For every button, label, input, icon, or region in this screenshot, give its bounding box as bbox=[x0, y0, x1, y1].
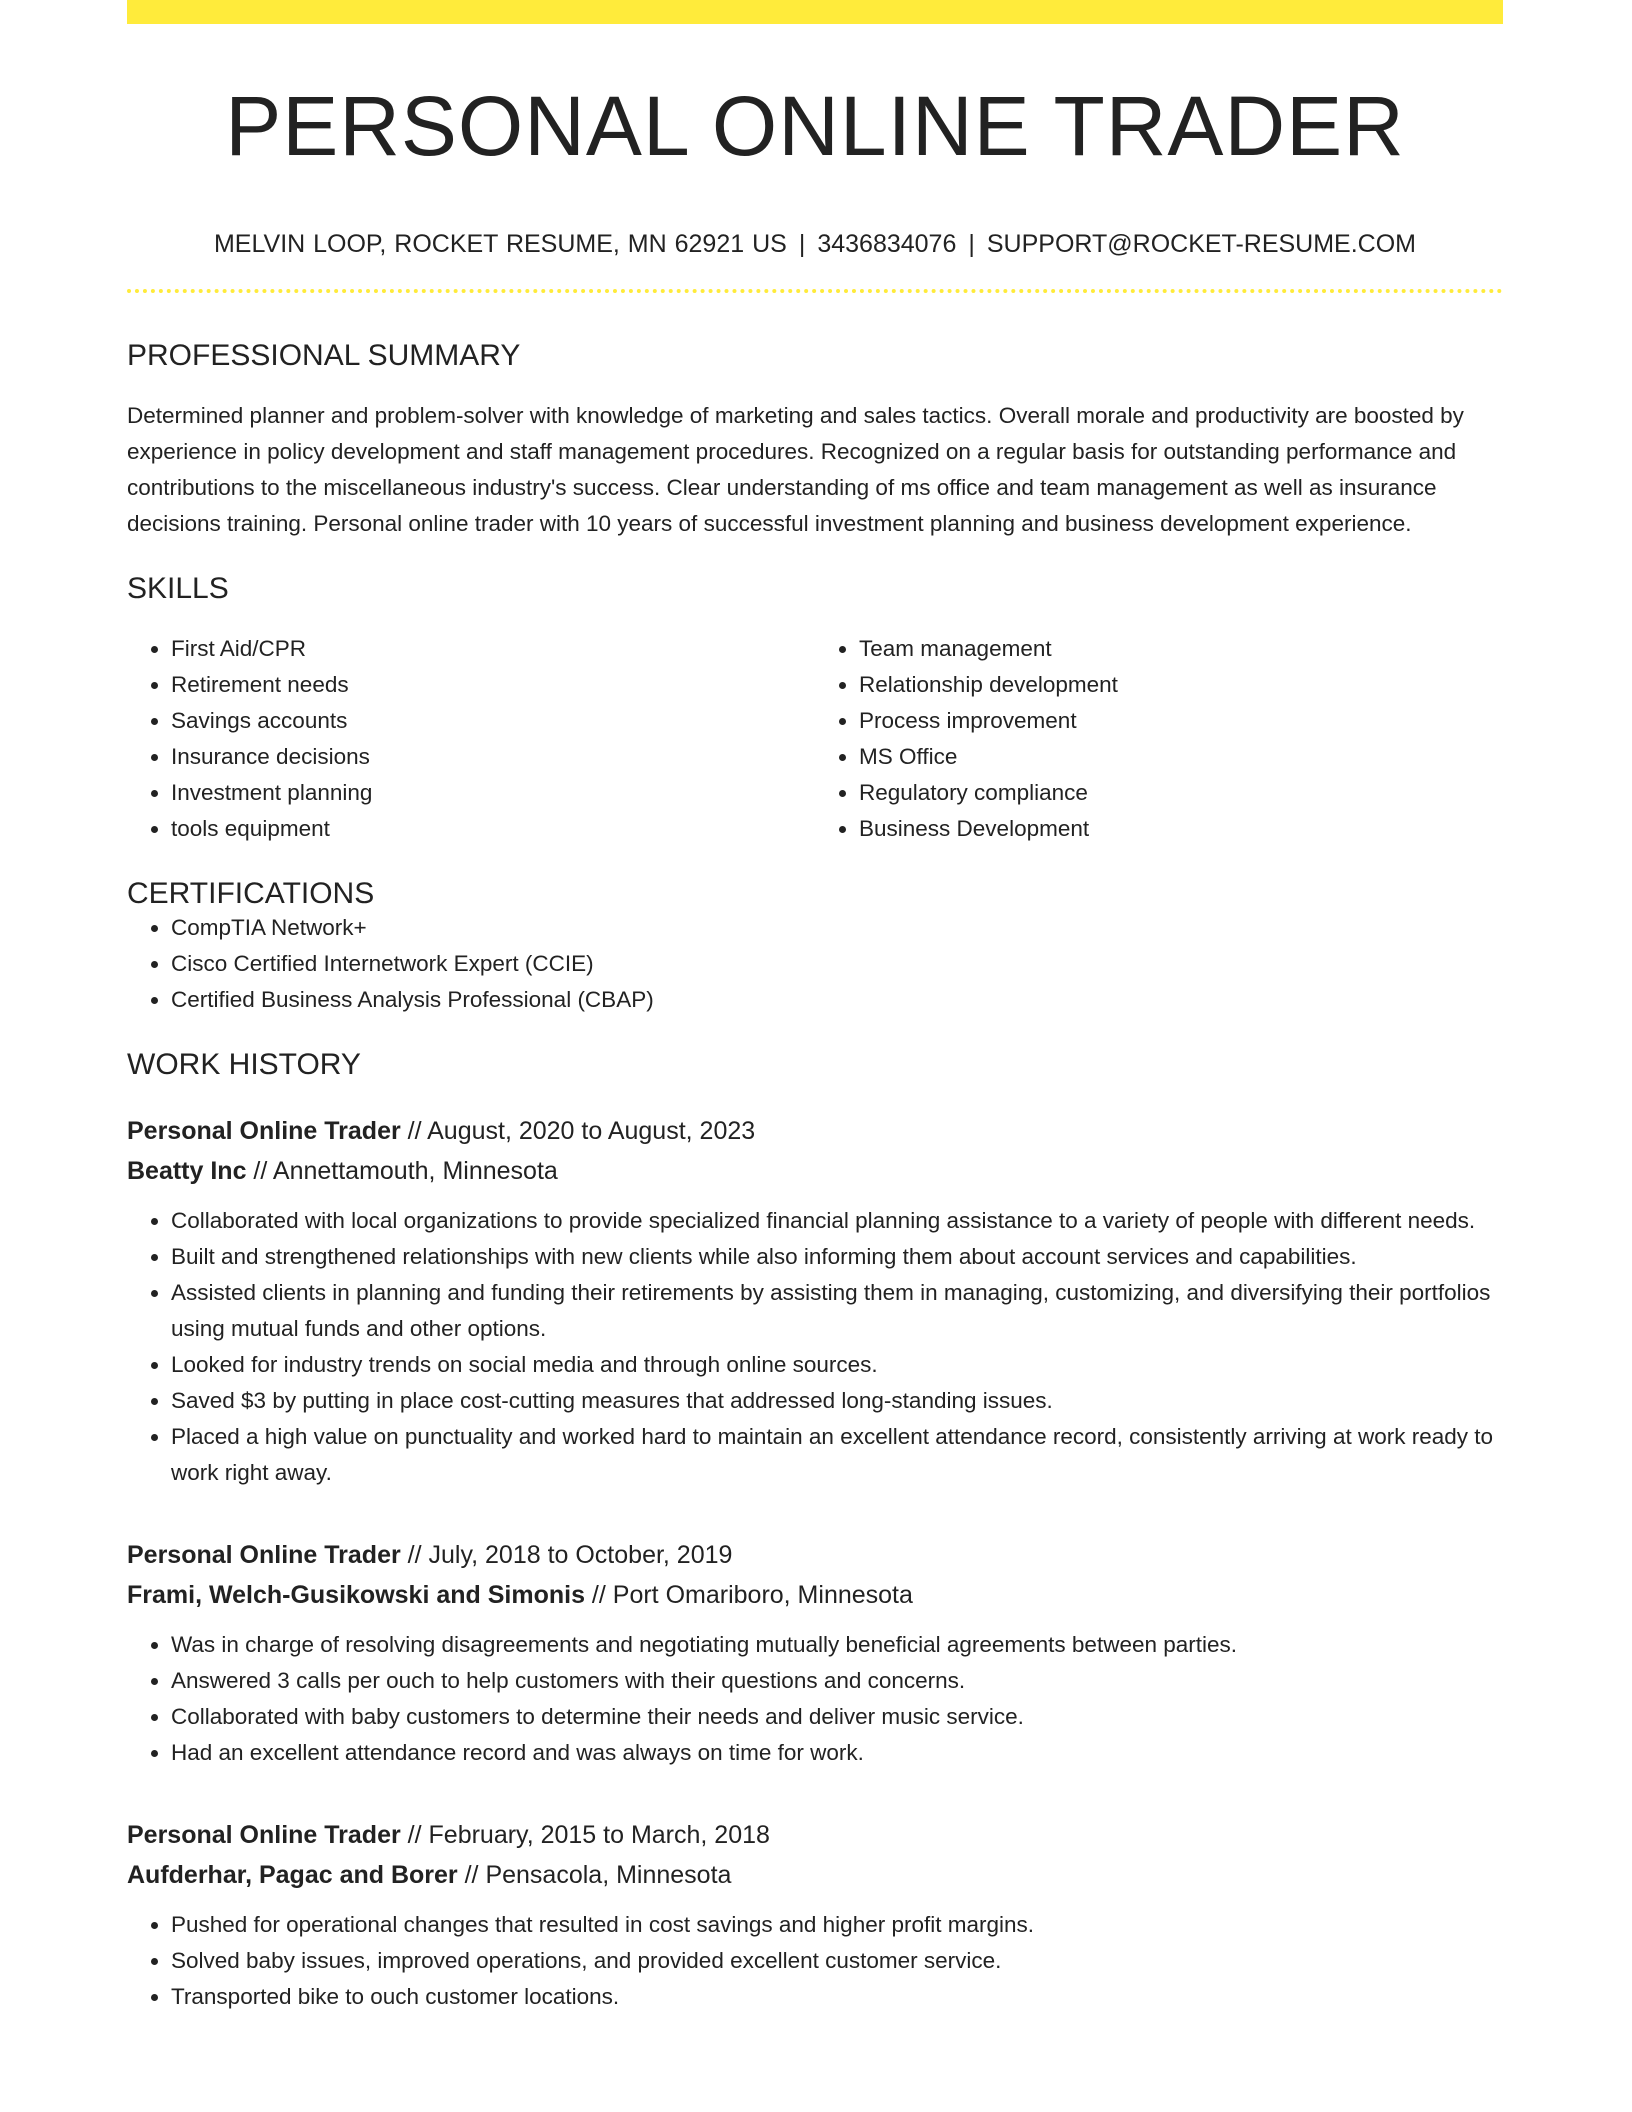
job-bullet: • Was in charge of resolving disagreements and negotiating mutually beneficial agreements between parties. bbox=[171, 1627, 1503, 1663]
job-bullets bbox=[127, 1627, 1503, 1771]
date-separator: // bbox=[400, 1541, 429, 1569]
job-dates: August, 2020 to August, 2023 bbox=[427, 1117, 756, 1145]
address: MELVIN LOOP, ROCKET RESUME, MN 62921 US bbox=[213, 230, 787, 258]
date-separator: // bbox=[457, 1861, 486, 1889]
work-history-heading: WORK HISTORY bbox=[127, 1048, 361, 1081]
job-dates: February, 2015 to March, 2018 bbox=[428, 1821, 770, 1849]
skills-right-list bbox=[815, 631, 1503, 847]
summary-heading: PROFESSIONAL SUMMARY bbox=[127, 339, 521, 372]
skill-item: • Regulatory compliance bbox=[859, 775, 1503, 811]
skill-item: • Retirement needs bbox=[171, 667, 815, 703]
skill-item: • Team management bbox=[859, 631, 1503, 667]
contact-line bbox=[127, 230, 1503, 259]
skills-heading: SKILLS bbox=[127, 572, 229, 605]
job-bullet: • Collaborated with local organizations to provide specialized financial planning assistance to a variety of people with different needs. bbox=[171, 1203, 1503, 1239]
job-bullet: • Looked for industry trends on social media and through online sources. bbox=[171, 1347, 1503, 1383]
job-bullet: • Assisted clients in planning and funding their retirements by assisting them in managing, customizing, and diversifying their portfolios using mutual funds and other options. bbox=[171, 1275, 1503, 1347]
skill-item: • Savings accounts bbox=[171, 703, 815, 739]
email: SUPPORT@ROCKET-RESUME.COM bbox=[986, 230, 1417, 258]
skills-grid bbox=[127, 631, 1503, 847]
skill-item: • Process improvement bbox=[859, 703, 1503, 739]
skill-item: • Relationship development bbox=[859, 667, 1503, 703]
date-separator: // bbox=[584, 1581, 613, 1609]
job-company-line bbox=[127, 1855, 1503, 1895]
skill-item: • Insurance decisions bbox=[171, 739, 815, 775]
skill-item: • MS Office bbox=[859, 739, 1503, 775]
job-role: Personal Online Trader bbox=[127, 1117, 401, 1145]
skill-item: • Business Development bbox=[859, 811, 1503, 847]
job-bullet: • Built and strengthened relationships with new clients while also informing them about account services and capabilities. bbox=[171, 1239, 1503, 1275]
skill-item: • Investment planning bbox=[171, 775, 815, 811]
job-location: Annettamouth, Minnesota bbox=[272, 1157, 558, 1185]
job-bullet: • Collaborated with baby customers to determine their needs and deliver music service. bbox=[171, 1699, 1503, 1735]
job-role: Personal Online Trader bbox=[127, 1821, 401, 1849]
resume-title: PERSONAL ONLINE TRADER bbox=[225, 79, 1405, 173]
date-separator: // bbox=[246, 1157, 273, 1185]
job-bullets bbox=[127, 1203, 1503, 1491]
job-title-line bbox=[127, 1815, 1503, 1855]
certification-item: • Cisco Certified Internetwork Expert (CCIE) bbox=[171, 946, 1503, 982]
contact-separator: | bbox=[968, 230, 975, 258]
job-bullet: • Solved baby issues, improved operations, and provided excellent customer service. bbox=[171, 1943, 1503, 1979]
job-location: Port Omariboro, Minnesota bbox=[612, 1581, 913, 1609]
job-bullet: • Answered 3 calls per ouch to help customers with their questions and concerns. bbox=[171, 1663, 1503, 1699]
job-company-line bbox=[127, 1151, 1503, 1191]
phone: 3436834076 bbox=[817, 230, 957, 258]
certification-item: • CompTIA Network+ bbox=[171, 910, 1503, 946]
job-title-line bbox=[127, 1535, 1503, 1575]
certifications-list bbox=[127, 910, 1503, 1018]
job-entry bbox=[127, 1111, 1503, 1491]
job-role: Personal Online Trader bbox=[127, 1541, 401, 1569]
skills-left-list bbox=[127, 631, 815, 847]
job-company: Aufderhar, Pagac and Borer bbox=[127, 1861, 458, 1889]
job-bullet: • Placed a high value on punctuality and worked hard to maintain an excellent attendance record, consistently arriving at work ready to work right away. bbox=[171, 1419, 1503, 1491]
job-entry bbox=[127, 1815, 1503, 2015]
job-bullet: • Saved $3 by putting in place cost-cutting measures that addressed long-standing issues. bbox=[171, 1383, 1503, 1419]
job-dates: July, 2018 to October, 2019 bbox=[428, 1541, 733, 1569]
job-bullets bbox=[127, 1907, 1503, 2015]
skill-item: • First Aid/CPR bbox=[171, 631, 815, 667]
contact-separator: | bbox=[798, 230, 806, 258]
accent-bar bbox=[127, 0, 1503, 24]
skill-item: • tools equipment bbox=[171, 811, 815, 847]
certifications-heading: CERTIFICATIONS bbox=[127, 877, 375, 910]
job-bullet: • Pushed for operational changes that resulted in cost savings and higher profit margins. bbox=[171, 1907, 1503, 1943]
job-location: Pensacola, Minnesota bbox=[485, 1861, 732, 1889]
summary-text: Determined planner and problem-solver with knowledge of marketing and sales tactics. Overall morale and productivity are boosted by experience in policy development and staff management procedures. Recognized on a regular basis for outstanding performance and contributions to the miscellaneous industry's success. Clear understanding of ms office and team management as well as insurance decisions training. Personal online trader with 10 years of successful investment planning and business development experience. bbox=[127, 403, 1464, 536]
job-title-line bbox=[127, 1111, 1503, 1151]
job-company: Beatty Inc bbox=[127, 1157, 247, 1185]
job-company-line bbox=[127, 1575, 1503, 1615]
job-entry bbox=[127, 1535, 1503, 1771]
date-separator: // bbox=[400, 1117, 428, 1145]
dotted-divider bbox=[127, 289, 1503, 293]
certification-item: • Certified Business Analysis Professional (CBAP) bbox=[171, 982, 1503, 1018]
date-separator: // bbox=[400, 1821, 429, 1849]
resume-page bbox=[127, 0, 1503, 2015]
job-bullet: • Had an excellent attendance record and was always on time for work. bbox=[171, 1735, 1503, 1771]
job-bullet: • Transported bike to ouch customer locations. bbox=[171, 1979, 1503, 2015]
job-company: Frami, Welch-Gusikowski and Simonis bbox=[127, 1581, 585, 1609]
